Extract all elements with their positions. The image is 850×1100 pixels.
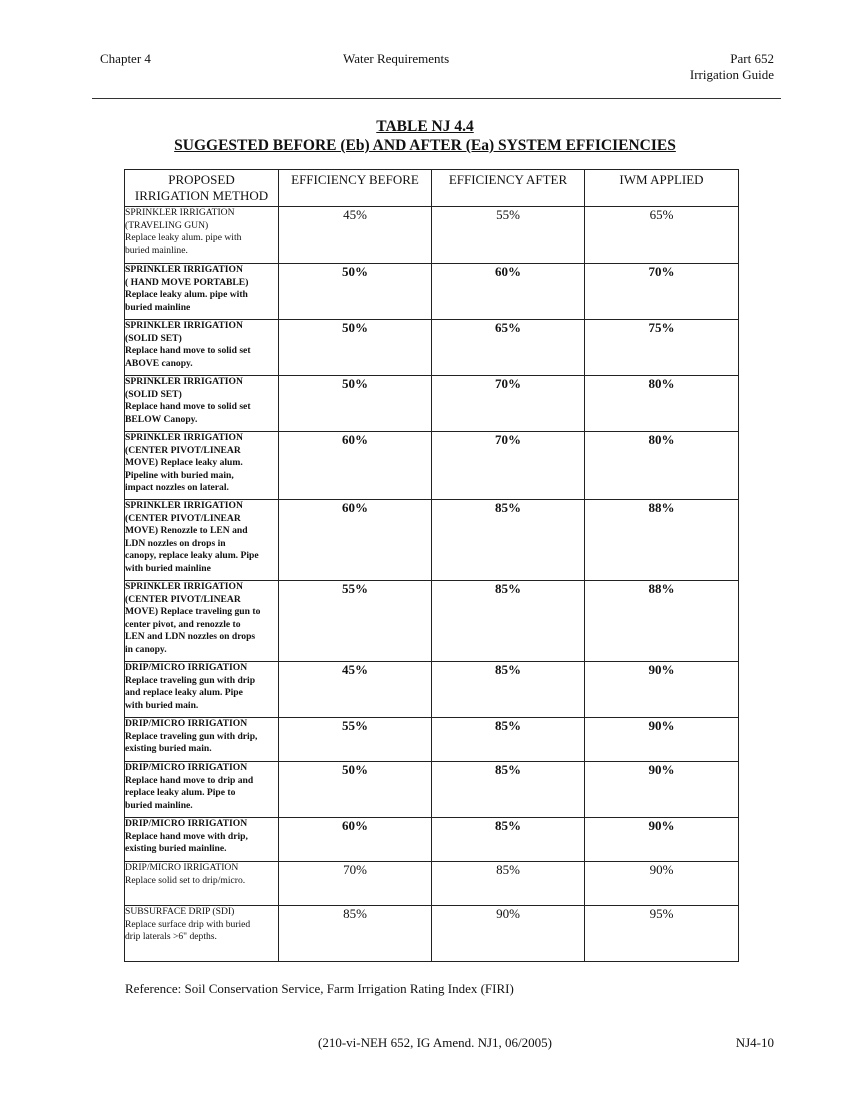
method-line: with buried main.	[125, 699, 199, 711]
cell-efficiency-before: 50%	[279, 762, 432, 818]
method-line: replace leaky alum. Pipe to	[125, 787, 236, 799]
cell-iwm-applied: 90%	[585, 718, 739, 762]
cell-efficiency-after: 70%	[432, 376, 585, 432]
cell-efficiency-before: 50%	[279, 320, 432, 376]
method-line: (CENTER PIVOT/LINEAR	[125, 444, 241, 456]
table-number: TABLE NJ 4.4	[376, 118, 474, 135]
cell-iwm-applied: 90%	[585, 662, 739, 718]
efficiency-table	[124, 169, 739, 962]
method-line: with buried mainline	[125, 562, 211, 574]
cell-efficiency-after: 85%	[432, 762, 585, 818]
cell-efficiency-before: 45%	[279, 662, 432, 718]
cell-method	[125, 818, 279, 862]
cell-efficiency-after: 85%	[432, 862, 585, 906]
table-row	[125, 432, 739, 500]
cell-efficiency-before: 60%	[279, 432, 432, 500]
cell-efficiency-after: 85%	[432, 581, 585, 662]
method-line: (SOLID SET)	[125, 388, 182, 400]
header-chapter: Chapter 4	[100, 51, 151, 66]
cell-method	[125, 500, 279, 581]
cell-efficiency-after: 85%	[432, 718, 585, 762]
cell-efficiency-before: 50%	[279, 376, 432, 432]
method-line: Pipeline with buried main,	[125, 469, 234, 481]
header-part	[690, 51, 774, 83]
table-title	[0, 117, 850, 155]
cell-efficiency-before: 55%	[279, 581, 432, 662]
col-header-before: EFFICIENCY BEFORE	[279, 170, 432, 207]
method-line: SPRINKLER IRRIGATION	[125, 376, 243, 387]
method-line: and replace leaky alum. Pipe	[125, 687, 243, 699]
cell-efficiency-after: 70%	[432, 432, 585, 500]
cell-efficiency-after: 85%	[432, 662, 585, 718]
table-row	[125, 662, 739, 718]
cell-method	[125, 906, 279, 962]
method-line: existing buried mainline.	[125, 843, 227, 855]
cell-efficiency-before: 70%	[279, 862, 432, 906]
method-line: MOVE) Renozzle to LEN and	[125, 525, 248, 537]
method-line: ABOVE canopy.	[125, 357, 193, 369]
method-line: LEN and LDN nozzles on drops	[125, 631, 256, 643]
cell-iwm-applied: 90%	[585, 818, 739, 862]
method-line: LDN nozzles on drops in	[125, 537, 226, 549]
method-line: buried mainline.	[125, 244, 188, 256]
method-line: ( HAND MOVE PORTABLE)	[125, 276, 249, 288]
method-line: Replace traveling gun with drip	[125, 674, 256, 686]
header-guide-name: Irrigation Guide	[689, 67, 774, 82]
method-line: MOVE) Replace traveling gun to	[125, 606, 261, 618]
method-line: Replace leaky alum. pipe with	[125, 232, 242, 244]
method-line: in canopy.	[125, 643, 167, 655]
col-header-after: EFFICIENCY AFTER	[432, 170, 585, 207]
method-line: DRIP/MICRO IRRIGATION	[125, 862, 239, 873]
header-rule	[92, 98, 781, 99]
cell-method	[125, 762, 279, 818]
method-line: (SOLID SET)	[125, 332, 182, 344]
col-header-method-line1: PROPOSED	[168, 172, 235, 187]
method-line: Replace hand move with drip,	[125, 830, 248, 842]
method-line: existing buried main.	[125, 743, 212, 755]
col-header-method	[125, 170, 279, 207]
footer-page-number: NJ4-10	[735, 1035, 774, 1050]
cell-efficiency-before: 50%	[279, 264, 432, 320]
method-line: SPRINKLER IRRIGATION	[125, 500, 243, 511]
cell-efficiency-after: 85%	[432, 818, 585, 862]
method-line: SPRINKLER IRRIGATION	[125, 581, 243, 592]
method-line: Replace traveling gun with drip,	[125, 730, 258, 742]
cell-iwm-applied: 80%	[585, 432, 739, 500]
method-line: (TRAVELING GUN)	[125, 219, 209, 231]
method-line: (CENTER PIVOT/LINEAR	[125, 512, 241, 524]
cell-efficiency-before: 85%	[279, 906, 432, 962]
cell-efficiency-after: 85%	[432, 500, 585, 581]
cell-efficiency-before: 60%	[279, 818, 432, 862]
method-line: Replace hand move to solid set	[125, 401, 251, 413]
cell-iwm-applied: 70%	[585, 264, 739, 320]
method-line: Replace solid set to drip/micro.	[125, 874, 246, 886]
method-line: Replace leaky alum. pipe with	[125, 289, 248, 301]
cell-method	[125, 662, 279, 718]
cell-efficiency-after: 60%	[432, 264, 585, 320]
cell-efficiency-after: 65%	[432, 320, 585, 376]
cell-method	[125, 376, 279, 432]
cell-efficiency-after: 55%	[432, 207, 585, 264]
cell-method	[125, 320, 279, 376]
cell-efficiency-before: 55%	[279, 718, 432, 762]
method-line: impact nozzles on lateral.	[125, 482, 229, 494]
col-header-iwm: IWM APPLIED	[585, 170, 739, 207]
method-line: center pivot, and renozzle to	[125, 618, 241, 630]
cell-efficiency-before: 45%	[279, 207, 432, 264]
table-row	[125, 818, 739, 862]
method-line: DRIP/MICRO IRRIGATION	[125, 762, 248, 773]
header-title: Water Requirements	[343, 51, 450, 66]
method-line: buried mainline.	[125, 799, 193, 811]
cell-method	[125, 432, 279, 500]
reference-note: Reference: Soil Conservation Service, Farm Irrigation Rating Index (FIRI)	[125, 981, 514, 996]
method-line: (CENTER PIVOT/LINEAR	[125, 593, 241, 605]
method-line: MOVE) Replace leaky alum.	[125, 457, 243, 469]
cell-efficiency-after: 90%	[432, 906, 585, 962]
table-row	[125, 906, 739, 962]
cell-method	[125, 264, 279, 320]
table-row	[125, 320, 739, 376]
footer-citation: (210-vi-NEH 652, IG Amend. NJ1, 06/2005)	[318, 1035, 552, 1050]
cell-iwm-applied: 75%	[585, 320, 739, 376]
table-header-row	[125, 170, 739, 207]
cell-iwm-applied: 90%	[585, 862, 739, 906]
cell-method	[125, 862, 279, 906]
header-part-number: Part 652	[730, 51, 774, 66]
method-line: drip laterals >6" depths.	[125, 931, 217, 943]
method-line: DRIP/MICRO IRRIGATION	[125, 718, 248, 729]
table-row	[125, 862, 739, 906]
cell-efficiency-before: 60%	[279, 500, 432, 581]
cell-iwm-applied: 80%	[585, 376, 739, 432]
method-line: BELOW Canopy.	[125, 413, 198, 425]
method-line: SPRINKLER IRRIGATION	[125, 264, 243, 275]
method-line: SUBSURFACE DRIP (SDI)	[125, 906, 235, 917]
method-line: SPRINKLER IRRIGATION	[125, 320, 243, 331]
table-row	[125, 376, 739, 432]
method-line: Replace hand move to solid set	[125, 345, 251, 357]
cell-iwm-applied: 65%	[585, 207, 739, 264]
table-row	[125, 264, 739, 320]
col-header-method-line2: IRRIGATION METHOD	[134, 188, 269, 203]
method-line: canopy, replace leaky alum. Pipe	[125, 550, 259, 562]
cell-iwm-applied: 88%	[585, 581, 739, 662]
method-line: DRIP/MICRO IRRIGATION	[125, 818, 248, 829]
cell-method	[125, 207, 279, 264]
cell-iwm-applied: 95%	[585, 906, 739, 962]
cell-iwm-applied: 90%	[585, 762, 739, 818]
method-line: buried mainline	[125, 301, 191, 313]
method-line: Replace hand move to drip and	[125, 774, 254, 786]
cell-method	[125, 718, 279, 762]
method-line: SPRINKLER IRRIGATION	[125, 432, 243, 443]
table-caption: SUGGESTED BEFORE (Eb) AND AFTER (Ea) SYSTEM EFFICIENCIES	[174, 137, 676, 154]
method-line: DRIP/MICRO IRRIGATION	[125, 662, 248, 673]
cell-iwm-applied: 88%	[585, 500, 739, 581]
table-row	[125, 718, 739, 762]
cell-method	[125, 581, 279, 662]
method-line: SPRINKLER IRRIGATION	[125, 207, 235, 218]
table-row	[125, 762, 739, 818]
method-line: Replace surface drip with buried	[125, 918, 251, 930]
table-row	[125, 581, 739, 662]
table-row	[125, 500, 739, 581]
table-row	[125, 207, 739, 264]
